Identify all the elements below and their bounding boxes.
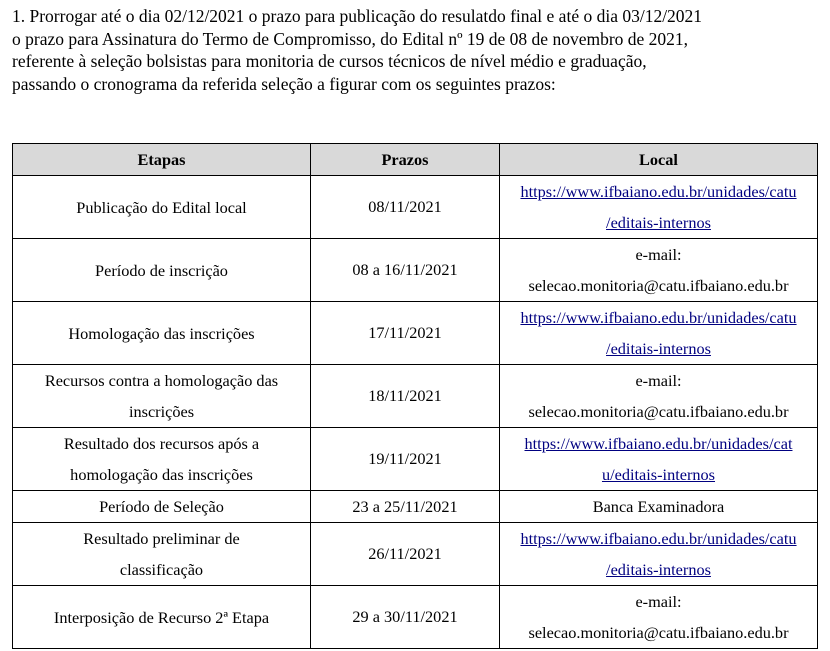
local-cell [500, 239, 818, 302]
local-link-line [504, 333, 813, 364]
etapa-text: Resultado preliminar de [83, 529, 240, 548]
etapa-text: Interposição de Recurso 2ª Etapa [53, 607, 270, 627]
local-text: selecao.monitoria@catu.ifbaiano.edu.br [528, 276, 789, 295]
etapa-cell [13, 586, 311, 649]
etapa-cell [13, 523, 311, 586]
prazo-cell: 08/11/2021 [311, 176, 500, 239]
local-text: selecao.monitoria@catu.ifbaiano.edu.br [528, 402, 789, 421]
paragraph-line: 1. Prorrogar até o dia 02/12/2021 o prazo para publicação do resulatdo final e até o dia 03/12/2021 [12, 6, 703, 26]
header-etapas: Etapas [13, 144, 311, 176]
etapa-text: inscrições [128, 402, 195, 421]
etapa-cell [13, 239, 311, 302]
etapa-cell [13, 302, 311, 365]
prazo-cell: 17/11/2021 [311, 302, 500, 365]
table-header-row [13, 144, 818, 176]
prazo-cell: 23 a 25/11/2021 [311, 491, 500, 523]
local-text: e-mail: [635, 371, 682, 390]
table-row [13, 239, 818, 302]
table-row [13, 365, 818, 428]
local-cell [500, 302, 818, 365]
etapa-cell [13, 365, 311, 428]
prazo-cell: 08 a 16/11/2021 [311, 239, 500, 302]
etapa-text: Homologação das inscrições [68, 323, 255, 343]
local-link-line [504, 207, 813, 238]
local-cell [500, 176, 818, 239]
local-link-line [504, 302, 813, 333]
local-link-line [504, 428, 813, 459]
local-link[interactable]: https://www.ifbaiano.edu.br/unidades/catu [520, 182, 797, 201]
etapa-cell [13, 491, 311, 523]
etapa-text: classificação [119, 560, 204, 579]
prazo-cell: 19/11/2021 [311, 428, 500, 491]
etapa-cell [13, 176, 311, 239]
table-row [13, 176, 818, 239]
local-link[interactable]: https://www.ifbaiano.edu.br/unidades/cat [524, 434, 793, 453]
paragraph-line: referente à seleção bolsistas para monitoria de cursos técnicos de nível médio e graduação, [12, 51, 647, 72]
local-cell [500, 491, 818, 523]
local-link[interactable]: u/editais-internos [601, 465, 716, 484]
table-row [13, 586, 818, 649]
local-link[interactable]: /editais-internos [606, 213, 711, 232]
local-cell [500, 365, 818, 428]
local-link[interactable]: https://www.ifbaiano.edu.br/unidades/catu [520, 529, 797, 548]
local-cell [500, 428, 818, 491]
etapa-text: homologação das inscrições [70, 465, 253, 484]
prazo-cell: 18/11/2021 [311, 365, 500, 428]
table-row [13, 428, 818, 491]
local-cell [500, 586, 818, 649]
local-text: e-mail: [635, 592, 682, 611]
local-link-line [504, 176, 813, 207]
paragraph-line: passando o cronograma da referida seleção a figurar com os seguintes prazos: [12, 74, 556, 95]
intro-paragraph [12, 5, 818, 96]
prazo-cell: 29 a 30/11/2021 [311, 586, 500, 649]
local-link[interactable]: https://www.ifbaiano.edu.br/unidades/catu [520, 308, 797, 327]
header-local: Local [500, 144, 818, 176]
etapa-text: Publicação do Edital local [76, 197, 247, 217]
header-prazos: Prazos [311, 144, 500, 176]
local-text: e-mail: [635, 245, 682, 264]
etapa-text: Recursos contra a homologação das [44, 371, 279, 390]
local-text: selecao.monitoria@catu.ifbaiano.edu.br [528, 623, 789, 642]
table-row [13, 523, 818, 586]
etapa-cell [13, 428, 311, 491]
schedule-table [12, 143, 818, 649]
prazo-cell: 26/11/2021 [311, 523, 500, 586]
local-cell [500, 523, 818, 586]
table-row [13, 302, 818, 365]
table-body [13, 176, 818, 649]
etapa-text: Resultado dos recursos após a [63, 434, 260, 453]
etapa-text: Período de Seleção [99, 497, 224, 516]
local-link-line [504, 554, 813, 585]
local-link[interactable]: /editais-internos [606, 339, 711, 358]
local-link-line [504, 523, 813, 554]
table-row [13, 491, 818, 523]
paragraph-line: o prazo para Assinatura do Termo de Compromisso, do Edital nº 19 de 08 de novembro de 2021, [12, 28, 689, 49]
local-text: Banca Examinadora [592, 497, 725, 516]
etapa-text: Período de inscrição [95, 260, 228, 280]
local-link[interactable]: /editais-internos [606, 560, 711, 579]
local-link-line [504, 459, 813, 490]
